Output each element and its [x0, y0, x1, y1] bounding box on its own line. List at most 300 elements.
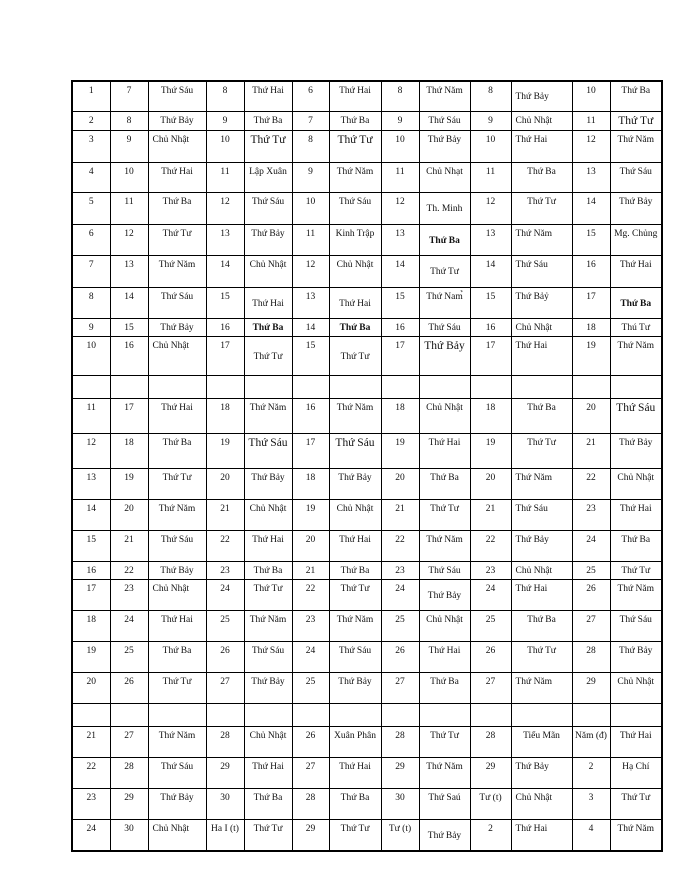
day-number-cell: 10: [470, 131, 511, 163]
weekday-cell: Thứ Năm: [610, 131, 662, 163]
weekday-cell: Thứ Bảy: [148, 789, 206, 820]
day-number-cell: 18: [206, 399, 244, 434]
day-number-cell: 24: [470, 580, 511, 611]
table-row: [72, 319, 662, 337]
weekday-cell: Thứ Bảy: [610, 434, 662, 469]
weekday-cell: Thứ Hai: [610, 500, 662, 531]
day-number-cell: [470, 704, 511, 727]
day-number-cell: 8: [110, 112, 148, 131]
day-number-cell: 21: [381, 500, 419, 531]
weekday-cell: Thứ Ba: [419, 673, 470, 704]
weekday-cell: Thứ Ba: [610, 531, 662, 562]
day-number-cell: 21: [206, 500, 244, 531]
weekday-cell: Thứ Sáu: [610, 399, 662, 434]
weekday-cell: Tiểu Mãn: [511, 727, 572, 758]
day-number-cell: 17: [572, 288, 610, 319]
day-number-cell: 10: [72, 337, 110, 376]
day-number-cell: 9: [470, 112, 511, 131]
weekday-cell: Thứ Ba: [148, 642, 206, 673]
day-number-cell: 27: [470, 673, 511, 704]
day-number-cell: 22: [206, 531, 244, 562]
day-number-cell: 24: [572, 531, 610, 562]
weekday-cell: Chủ Nhật: [148, 131, 206, 163]
day-number-cell: 12: [206, 193, 244, 225]
weekday-cell: Chủ Nhật: [610, 673, 662, 704]
weekday-cell: Thứ Tư: [610, 112, 662, 131]
day-number-cell: 26: [470, 642, 511, 673]
weekday-cell: Thứ Bảy: [244, 469, 292, 500]
weekday-cell: Thứ Sáu: [148, 531, 206, 562]
weekday-cell: Thứ Hai: [329, 81, 381, 112]
weekday-cell: Thứ Sáu: [610, 611, 662, 642]
weekday-cell: Thứ Năm: [244, 399, 292, 434]
day-number-cell: 17: [381, 337, 419, 376]
day-number-cell: 18: [470, 399, 511, 434]
weekday-cell: Thứ Tư: [244, 820, 292, 852]
weekday-cell: Thứ Bảy: [329, 673, 381, 704]
day-number-cell: 19: [470, 434, 511, 469]
day-number-cell: 19: [572, 337, 610, 376]
day-number-cell: 18: [292, 469, 329, 500]
day-number-cell: 16: [292, 399, 329, 434]
weekday-cell: Thứ Hai: [148, 611, 206, 642]
weekday-cell: Th. Minh: [419, 193, 470, 225]
day-number-cell: 1: [72, 81, 110, 112]
day-number-cell: 13: [572, 163, 610, 193]
day-number-cell: [572, 704, 610, 727]
day-number-cell: [381, 376, 419, 399]
table-row: [72, 531, 662, 562]
day-number-cell: 14: [72, 500, 110, 531]
weekday-cell: Thứ Tư: [329, 580, 381, 611]
table-row: [72, 337, 662, 376]
weekday-cell: Thứ Hai: [419, 642, 470, 673]
day-number-cell: 18: [72, 611, 110, 642]
weekday-cell: [244, 704, 292, 727]
day-number-cell: 27: [110, 727, 148, 758]
weekday-cell: Thứ Hai: [419, 434, 470, 469]
day-number-cell: 19: [206, 434, 244, 469]
day-number-cell: 16: [572, 256, 610, 288]
weekday-cell: Thứ Bảỷ: [511, 288, 572, 319]
table-row: [72, 611, 662, 642]
day-number-cell: 17: [110, 399, 148, 434]
day-number-cell: 23: [72, 789, 110, 820]
day-number-cell: 2: [72, 112, 110, 131]
day-number-cell: 21: [470, 500, 511, 531]
day-number-cell: 28: [206, 727, 244, 758]
weekday-cell: Mg. Chủng: [610, 225, 662, 256]
day-number-cell: 25: [110, 642, 148, 673]
weekday-cell: Chủ Nhật: [244, 727, 292, 758]
weekday-cell: [329, 376, 381, 399]
table-row: [72, 704, 662, 727]
weekday-cell: Thứ Hai: [329, 288, 381, 319]
weekday-cell: Chủ Nhật: [511, 319, 572, 337]
day-number-cell: 14: [470, 256, 511, 288]
day-number-cell: 26: [110, 673, 148, 704]
weekday-cell: Thứ Ba: [244, 789, 292, 820]
day-number-cell: 21: [572, 434, 610, 469]
weekday-cell: Thứ Ba: [511, 399, 572, 434]
weekday-cell: Thứ Tư: [511, 434, 572, 469]
weekday-cell: Thứ Năm: [148, 256, 206, 288]
weekday-cell: Thứ Ba: [148, 434, 206, 469]
weekday-cell: [610, 704, 662, 727]
day-number-cell: 6: [292, 81, 329, 112]
day-number-cell: 12: [572, 131, 610, 163]
day-number-cell: 25: [572, 562, 610, 580]
weekday-cell: Thứ Bảy: [419, 337, 470, 376]
weekday-cell: Thứ Bảy: [148, 562, 206, 580]
weekday-cell: Thứ Bảy: [244, 225, 292, 256]
weekday-cell: Thứ Ba: [419, 469, 470, 500]
day-number-cell: [110, 376, 148, 399]
table-row: [72, 256, 662, 288]
day-number-cell: 27: [292, 758, 329, 789]
weekday-cell: Thứ Sáu: [148, 758, 206, 789]
table-row: [72, 434, 662, 469]
weekday-cell: Thứ Tư: [329, 820, 381, 852]
weekday-cell: Thứ Tư: [148, 469, 206, 500]
weekday-cell: Thứ Tư: [244, 337, 292, 376]
day-number-cell: 6: [72, 225, 110, 256]
day-number-cell: 20: [206, 469, 244, 500]
day-number-cell: 21: [110, 531, 148, 562]
weekday-cell: Thứ Năm: [329, 611, 381, 642]
weekday-cell: Thứ Năm: [244, 611, 292, 642]
day-number-cell: 24: [206, 580, 244, 611]
weekday-cell: Thứ Nam̉: [419, 288, 470, 319]
weekday-cell: Chủ Nhật: [511, 789, 572, 820]
day-number-cell: 12: [381, 193, 419, 225]
day-number-cell: 28: [381, 727, 419, 758]
day-number-cell: 22: [292, 580, 329, 611]
table-row: [72, 820, 662, 852]
day-number-cell: 10: [206, 131, 244, 163]
weekday-cell: Thứ Hai: [511, 820, 572, 852]
weekday-cell: Thứ Ba: [148, 193, 206, 225]
weekday-cell: Thứ Hai: [610, 727, 662, 758]
day-number-cell: 2: [572, 758, 610, 789]
day-number-cell: 11: [110, 193, 148, 225]
day-number-cell: 22: [381, 531, 419, 562]
weekday-cell: Thứ Sáu: [148, 81, 206, 112]
weekday-cell: Thứ Bảy: [511, 758, 572, 789]
table-row: [72, 81, 662, 112]
weekday-cell: Chủ Nhật: [244, 500, 292, 531]
weekday-cell: Thứ Bảy: [329, 469, 381, 500]
weekday-cell: Thứ Tư: [511, 642, 572, 673]
weekday-cell: Thứ Tư: [148, 225, 206, 256]
day-number-cell: 28: [572, 642, 610, 673]
day-number-cell: 16: [110, 337, 148, 376]
day-number-cell: 28: [110, 758, 148, 789]
day-number-cell: 15: [381, 288, 419, 319]
weekday-cell: Thứ Sáu: [610, 163, 662, 193]
weekday-cell: Thứ Tư: [148, 673, 206, 704]
day-number-cell: 11: [292, 225, 329, 256]
weekday-cell: Thứ Sáu: [244, 434, 292, 469]
weekday-cell: Thứ Hai: [244, 288, 292, 319]
weekday-cell: Thứ Hai: [511, 337, 572, 376]
day-number-cell: 28: [470, 727, 511, 758]
day-number-cell: 24: [381, 580, 419, 611]
weekday-cell: Chủ Nhật: [511, 562, 572, 580]
day-number-cell: 23: [572, 500, 610, 531]
day-number-cell: 14: [292, 319, 329, 337]
day-number-cell: 14: [572, 193, 610, 225]
day-number-cell: 10: [292, 193, 329, 225]
day-number-cell: 8: [381, 81, 419, 112]
weekday-cell: Chủ Nhật: [244, 256, 292, 288]
weekday-cell: Thứ Hai: [610, 256, 662, 288]
weekday-cell: Hạ Chí: [610, 758, 662, 789]
weekday-cell: Thứ Ba: [244, 562, 292, 580]
weekday-cell: Thứ Bảy: [419, 580, 470, 611]
weekday-cell: [148, 704, 206, 727]
day-number-cell: 13: [72, 469, 110, 500]
weekday-cell: Thứ Sáu: [419, 319, 470, 337]
day-number-cell: Năm (đ): [572, 727, 610, 758]
table-row: [72, 727, 662, 758]
weekday-cell: Chủ Nhật: [329, 256, 381, 288]
weekday-cell: Thứ Tư: [329, 131, 381, 163]
day-number-cell: [110, 704, 148, 727]
lunar-calendar-table: [71, 80, 663, 852]
day-number-cell: 19: [72, 642, 110, 673]
weekday-cell: Thứ Ba: [244, 319, 292, 337]
day-number-cell: 22: [72, 758, 110, 789]
day-number-cell: 2: [470, 820, 511, 852]
day-number-cell: 3: [72, 131, 110, 163]
table-row: [72, 580, 662, 611]
weekday-cell: Thứ Ba: [329, 112, 381, 131]
weekday-cell: Thứ Tư: [419, 500, 470, 531]
day-number-cell: 10: [110, 163, 148, 193]
weekday-cell: Thứ Hai: [511, 131, 572, 163]
weekday-cell: Thứ Ba: [610, 288, 662, 319]
day-number-cell: 20: [381, 469, 419, 500]
table-row: [72, 131, 662, 163]
weekday-cell: [419, 704, 470, 727]
weekday-cell: Chủ Nhạt: [419, 163, 470, 193]
day-number-cell: 12: [292, 256, 329, 288]
day-number-cell: 20: [572, 399, 610, 434]
weekday-cell: Thứ Ba: [329, 319, 381, 337]
table-row: [72, 562, 662, 580]
day-number-cell: 27: [206, 673, 244, 704]
day-number-cell: [206, 704, 244, 727]
day-number-cell: 15: [206, 288, 244, 319]
table-row: [72, 758, 662, 789]
day-number-cell: 30: [381, 789, 419, 820]
day-number-cell: 29: [381, 758, 419, 789]
weekday-cell: Thứ Ba: [511, 611, 572, 642]
table-row: [72, 288, 662, 319]
day-number-cell: 13: [381, 225, 419, 256]
weekday-cell: [511, 376, 572, 399]
weekday-cell: Thứ Ba: [329, 789, 381, 820]
day-number-cell: 22: [110, 562, 148, 580]
day-number-cell: 3: [572, 789, 610, 820]
weekday-cell: Thứ Năm: [148, 500, 206, 531]
day-number-cell: 20: [110, 500, 148, 531]
day-number-cell: 22: [470, 531, 511, 562]
day-number-cell: 24: [72, 820, 110, 852]
day-number-cell: [292, 376, 329, 399]
weekday-cell: Thứ Hai: [329, 531, 381, 562]
day-number-cell: 11: [572, 112, 610, 131]
day-number-cell: 22: [572, 469, 610, 500]
day-number-cell: 18: [110, 434, 148, 469]
weekday-cell: Thứ Sáu: [244, 193, 292, 225]
day-number-cell: [72, 704, 110, 727]
day-number-cell: 5: [72, 193, 110, 225]
weekday-cell: Thứ Hai: [329, 758, 381, 789]
day-number-cell: 14: [206, 256, 244, 288]
weekday-cell: Thứ Năm: [610, 580, 662, 611]
day-number-cell: 12: [72, 434, 110, 469]
table-row: [72, 376, 662, 399]
day-number-cell: 10: [572, 81, 610, 112]
day-number-cell: 4: [72, 163, 110, 193]
weekday-cell: Thứ Sáu: [329, 193, 381, 225]
table-row: [72, 500, 662, 531]
weekday-cell: Thứ Bảy: [511, 531, 572, 562]
day-number-cell: 10: [381, 131, 419, 163]
weekday-cell: Xuân Phân: [329, 727, 381, 758]
day-number-cell: 9: [206, 112, 244, 131]
day-number-cell: 17: [72, 580, 110, 611]
day-number-cell: 23: [110, 580, 148, 611]
table-row: [72, 193, 662, 225]
weekday-cell: Thứ Ba: [511, 163, 572, 193]
weekday-cell: Thứ Năm: [419, 531, 470, 562]
table-row: [72, 112, 662, 131]
day-number-cell: Tư (t): [381, 820, 419, 852]
day-number-cell: 9: [72, 319, 110, 337]
day-number-cell: 21: [72, 727, 110, 758]
weekday-cell: Thứ Bảy: [419, 820, 470, 852]
day-number-cell: 19: [292, 500, 329, 531]
weekday-cell: Thứ Ba: [419, 225, 470, 256]
day-number-cell: 17: [470, 337, 511, 376]
day-number-cell: 16: [381, 319, 419, 337]
day-number-cell: 12: [470, 193, 511, 225]
day-number-cell: 18: [572, 319, 610, 337]
day-number-cell: 23: [470, 562, 511, 580]
day-number-cell: 8: [292, 131, 329, 163]
weekday-cell: Thứ Năm: [329, 399, 381, 434]
weekday-cell: Chủ Nhật: [511, 112, 572, 131]
weekday-cell: Thứ Bảy: [610, 642, 662, 673]
day-number-cell: 8: [206, 81, 244, 112]
day-number-cell: 23: [206, 562, 244, 580]
day-number-cell: 26: [206, 642, 244, 673]
day-number-cell: 25: [470, 611, 511, 642]
weekday-cell: Thứ Tư: [329, 337, 381, 376]
weekday-cell: Kinh Trập: [329, 225, 381, 256]
day-number-cell: 30: [110, 820, 148, 852]
day-number-cell: 24: [292, 642, 329, 673]
day-number-cell: 27: [572, 611, 610, 642]
day-number-cell: 29: [110, 789, 148, 820]
weekday-cell: Thứ Tư: [419, 256, 470, 288]
day-number-cell: 11: [72, 399, 110, 434]
day-number-cell: 26: [381, 642, 419, 673]
weekday-cell: Thứ Sáu: [329, 434, 381, 469]
day-number-cell: 29: [206, 758, 244, 789]
day-number-cell: 25: [381, 611, 419, 642]
day-number-cell: 15: [72, 531, 110, 562]
day-number-cell: [292, 704, 329, 727]
weekday-cell: Thứ Sáu: [244, 642, 292, 673]
day-number-cell: 15: [110, 319, 148, 337]
weekday-cell: Lập Xuân: [244, 163, 292, 193]
day-number-cell: Tư (t): [470, 789, 511, 820]
weekday-cell: Thứ Sáu: [511, 256, 572, 288]
day-number-cell: [470, 376, 511, 399]
day-number-cell: 11: [206, 163, 244, 193]
weekday-cell: [244, 376, 292, 399]
weekday-cell: [329, 704, 381, 727]
table-row: [72, 225, 662, 256]
weekday-cell: Thứ Saú: [419, 789, 470, 820]
weekday-cell: Thứ Sáu: [511, 500, 572, 531]
day-number-cell: 12: [110, 225, 148, 256]
weekday-cell: Thứ Ba: [244, 112, 292, 131]
day-number-cell: 7: [292, 112, 329, 131]
day-number-cell: 26: [292, 727, 329, 758]
weekday-cell: Thứ Năm: [148, 727, 206, 758]
day-number-cell: 29: [470, 758, 511, 789]
day-number-cell: 9: [110, 131, 148, 163]
weekday-cell: Thứ Sáu: [419, 562, 470, 580]
day-number-cell: 7: [72, 256, 110, 288]
day-number-cell: 16: [470, 319, 511, 337]
weekday-cell: [511, 704, 572, 727]
day-number-cell: 25: [292, 673, 329, 704]
weekday-cell: Thứ Hai: [148, 399, 206, 434]
table-row: [72, 163, 662, 193]
weekday-cell: Thứ Năm: [329, 163, 381, 193]
weekday-cell: Thứ Năm: [610, 820, 662, 852]
day-number-cell: 27: [381, 673, 419, 704]
day-number-cell: 18: [381, 399, 419, 434]
weekday-cell: Thứ Tư: [610, 562, 662, 580]
weekday-cell: Thứ Năm: [610, 337, 662, 376]
day-number-cell: [72, 376, 110, 399]
day-number-cell: 15: [292, 337, 329, 376]
day-number-cell: 17: [292, 434, 329, 469]
weekday-cell: Thứ Năm: [511, 469, 572, 500]
weekday-cell: Thứ Sáu: [329, 642, 381, 673]
day-number-cell: 19: [110, 469, 148, 500]
table-row: [72, 399, 662, 434]
day-number-cell: 14: [110, 288, 148, 319]
weekday-cell: Thứ Năm: [511, 673, 572, 704]
weekday-cell: Thứ Hai: [148, 163, 206, 193]
day-number-cell: [572, 376, 610, 399]
weekday-cell: Thứ Năm: [511, 225, 572, 256]
weekday-cell: Chủ Nhật: [419, 399, 470, 434]
weekday-cell: Thứ Tư: [511, 193, 572, 225]
weekday-cell: Thứ Hai: [511, 580, 572, 611]
day-number-cell: 20: [292, 531, 329, 562]
day-number-cell: [381, 704, 419, 727]
day-number-cell: 16: [206, 319, 244, 337]
